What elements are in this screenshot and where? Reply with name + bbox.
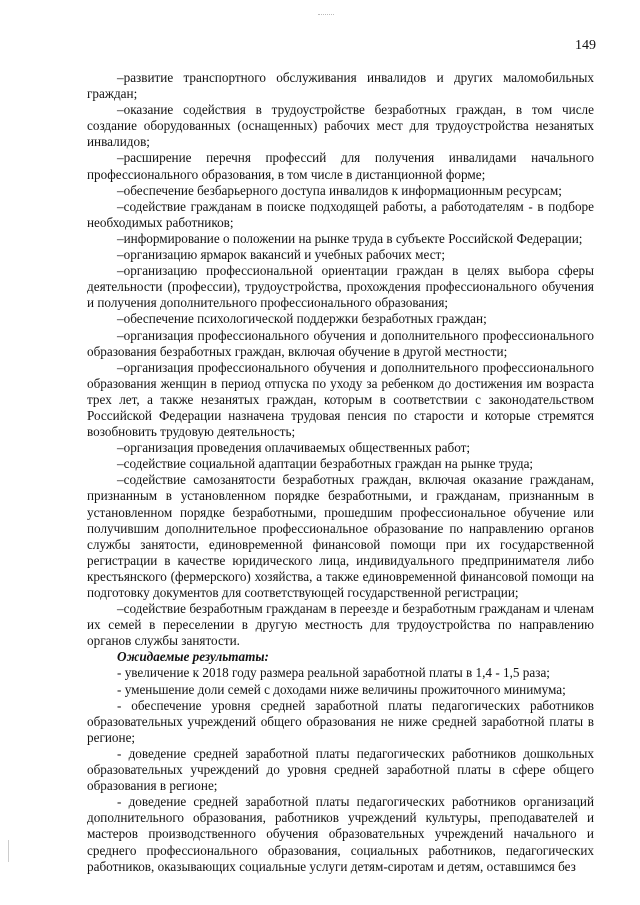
result-item: - уменьшение доли семей с доходами ниже величины прожиточного минимума; xyxy=(117,681,566,697)
page-number: 149 xyxy=(575,38,596,53)
bullet-item: –обеспечение психологической поддержки безработных граждан; xyxy=(117,311,487,327)
bullet-item: –оказание содействия в трудоустройстве безработных граждан, в том числе создание оборудованных (оснащенных) рабочих мест для трудоустройства незанятых инвалидов; xyxy=(87,102,594,150)
bullet-item: –организация профессионального обучения и дополнительного профессионального образования безработных граждан, включая обучение в другой местности; xyxy=(87,327,594,359)
bullet-item: –содействие безработным гражданам в переезде и безработным гражданам и членам их семей в переселении в другую местность для трудоустройства по направлению органов службы занятости. xyxy=(87,601,594,649)
bullet-item: –содействие социальной адаптации безработных граждан на рынке труда; xyxy=(117,456,534,472)
bullet-item: –организацию профессиональной ориентации граждан в целях выбора сферы деятельности (профессии), трудоустройства, прохождения профессионального обучения и получения дополнительного профессионального образования; xyxy=(87,263,594,311)
bullet-item: –обеспечение безбарьерного доступа инвалидов к информационным ресурсам; xyxy=(117,182,562,198)
bullet-item: –расширение перечня профессий для получения инвалидами начального профессионального образования, в том числе в дистанционной форме; xyxy=(87,150,594,182)
bullet-item: –информирование о положении на рынке труда в субъекте Российской Федерации; xyxy=(117,230,583,246)
document-body xyxy=(87,70,594,875)
section-heading: Ожидаемые результаты: xyxy=(117,649,269,665)
bullet-item: –организацию ярмарок вакансий и учебных рабочих мест; xyxy=(117,247,445,263)
scan-edge-mark xyxy=(8,840,9,862)
result-item: - обеспечение уровня средней заработной платы педагогических работников образовательных учреждений общего образования не ниже средней заработной платы в регионе; xyxy=(87,697,594,745)
result-item: - доведение средней заработной платы педагогических работников организаций дополнительного образования, работников учреждений культуры, преподавателей и мастеров производственного обучения образовательных учреждений начального и среднего профессионального образования, социальных работников, педагогических работников, оказывающих социальные услуги детям-сиротам и детям, оставшимся без xyxy=(87,794,594,874)
bullet-item: –организация проведения оплачиваемых общественных работ; xyxy=(117,440,471,456)
bullet-item: –развитие транспортного обслуживания инвалидов и других маломобильных граждан; xyxy=(87,70,594,102)
bullet-item: –организация профессионального обучения и дополнительного профессионального образования женщин в период отпуска по уходу за ребенком до достижения им возраста трех лет, а также незанятых граждан, которым в соответствии с законодательством Российской Федерации назначена трудовая пенсия по старости и которые стремятся возобновить трудовую деятельность; xyxy=(87,359,594,440)
scan-artifact xyxy=(318,14,334,18)
result-item: - доведение средней заработной платы педагогических работников дошкольных образовательных учреждений до уровня средней заработной платы в сфере общего образования в регионе; xyxy=(87,745,594,794)
bullet-item: –содействие самозанятости безработных граждан, включая оказание гражданам, признанным в установленном порядке безработными, и гражданам, признанным в установленном порядке безработными, прошедшим профессиональное обучение или получившим дополнительное профессиональное образование по направлению органов службы занятости, единовременной финансовой помощи при их государственной регистрации в качестве юридического лица, индивидуального предпринимателя либо крестьянского (фермерского) хозяйства, а также единовременной финансовой помощи на подготовку документов для соответствующей государственной регистрации; xyxy=(87,472,594,600)
bullet-item: –содействие гражданам в поиске подходящей работы, а работодателям - в подборе необходимых работников; xyxy=(87,198,594,230)
result-item: - увеличение к 2018 году размера реальной заработной платы в 1,4 - 1,5 раза; xyxy=(117,665,550,681)
